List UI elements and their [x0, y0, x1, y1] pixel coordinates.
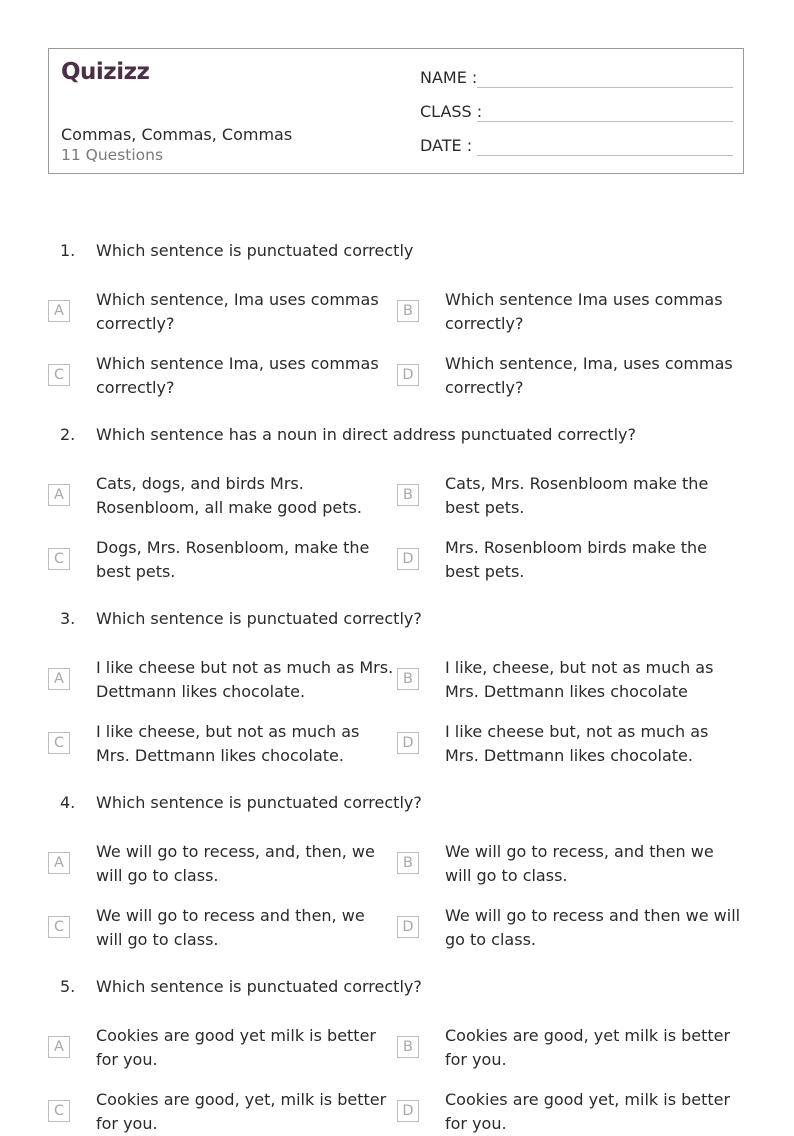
option-text: I like cheese, but not as much as Mrs. Dettmann likes chocolate. — [96, 722, 360, 765]
option-text: I like cheese but not as much as Mrs. Dettmann likes chocolate. — [96, 658, 394, 701]
option-text: Which sentence Ima uses commas correctly? — [445, 290, 723, 333]
option-letter: C — [48, 364, 70, 386]
question-text: Which sentence is punctuated correctly? — [96, 793, 422, 812]
option-letter: B — [397, 300, 419, 322]
option-letter: B — [397, 484, 419, 506]
option-letter: D — [397, 916, 419, 938]
question-number: 4. — [60, 793, 76, 812]
option-text: Cookies are good yet milk is better for you. — [96, 1026, 376, 1069]
option-letter: D — [397, 1100, 419, 1122]
option-letter: C — [48, 732, 70, 754]
option-letter: B — [397, 668, 419, 690]
option-text: Cookies are good yet, milk is better for you. — [445, 1090, 731, 1133]
name-line — [477, 87, 733, 88]
option-letter: A — [48, 668, 70, 690]
question-count: 11 Questions — [61, 146, 164, 164]
question-number: 3. — [60, 609, 76, 628]
question-text: Which sentence is punctuated correctly? — [96, 977, 422, 996]
class-line — [477, 121, 733, 122]
option-letter: C — [48, 1100, 70, 1122]
question-text: Which sentence is punctuated correctly — [96, 241, 414, 260]
question-text: Which sentence is punctuated correctly? — [96, 609, 422, 628]
question-number: 5. — [60, 977, 76, 996]
option-letter: C — [48, 548, 70, 570]
option-text: Cats, dogs, and birds Mrs. Rosenbloom, all make good pets. — [96, 474, 362, 517]
date-field — [420, 136, 733, 158]
question-text: Which sentence has a noun in direct address punctuated correctly? — [96, 425, 636, 444]
option-text: Cookies are good, yet milk is better for you. — [445, 1026, 731, 1069]
quizizz-logo: Quizizz — [61, 59, 150, 85]
worksheet-title: Commas, Commas, Commas — [61, 125, 293, 144]
option-text: Which sentence, Ima uses commas correctly? — [96, 290, 379, 333]
name-field — [420, 68, 733, 90]
option-text: I like cheese but, not as much as Mrs. Dettmann likes chocolate. — [445, 722, 709, 765]
option-text: We will go to recess and then we will go to class. — [445, 906, 741, 949]
option-text: Dogs, Mrs. Rosenbloom, make the best pets. — [96, 538, 370, 581]
option-text: We will go to recess, and, then, we will go to class. — [96, 842, 375, 885]
worksheet-header — [48, 48, 744, 174]
date-line — [477, 155, 733, 156]
option-letter: C — [48, 916, 70, 938]
option-letter: A — [48, 852, 70, 874]
option-text: Mrs. Rosenbloom birds make the best pets. — [445, 538, 707, 581]
option-text: I like, cheese, but not as much as Mrs. Dettmann likes chocolate — [445, 658, 714, 701]
option-text: We will go to recess, and then we will go to class. — [445, 842, 714, 885]
option-letter: A — [48, 1036, 70, 1058]
option-letter: A — [48, 484, 70, 506]
option-text: Cookies are good, yet, milk is better for you. — [96, 1090, 387, 1133]
question-number: 1. — [60, 241, 76, 260]
class-field — [420, 102, 733, 124]
date-label: DATE : — [420, 136, 473, 155]
option-letter: D — [397, 364, 419, 386]
question-number: 2. — [60, 425, 76, 444]
option-text: We will go to recess and then, we will go to class. — [96, 906, 365, 949]
option-text: Cats, Mrs. Rosenbloom make the best pets. — [445, 474, 709, 517]
option-letter: A — [48, 300, 70, 322]
option-letter: D — [397, 548, 419, 570]
option-letter: B — [397, 852, 419, 874]
option-text: Which sentence, Ima, uses commas correctly? — [445, 354, 733, 397]
name-label: NAME : — [420, 68, 478, 87]
option-letter: B — [397, 1036, 419, 1058]
option-letter: D — [397, 732, 419, 754]
class-label: CLASS : — [420, 102, 483, 121]
option-text: Which sentence Ima, uses commas correctly? — [96, 354, 379, 397]
